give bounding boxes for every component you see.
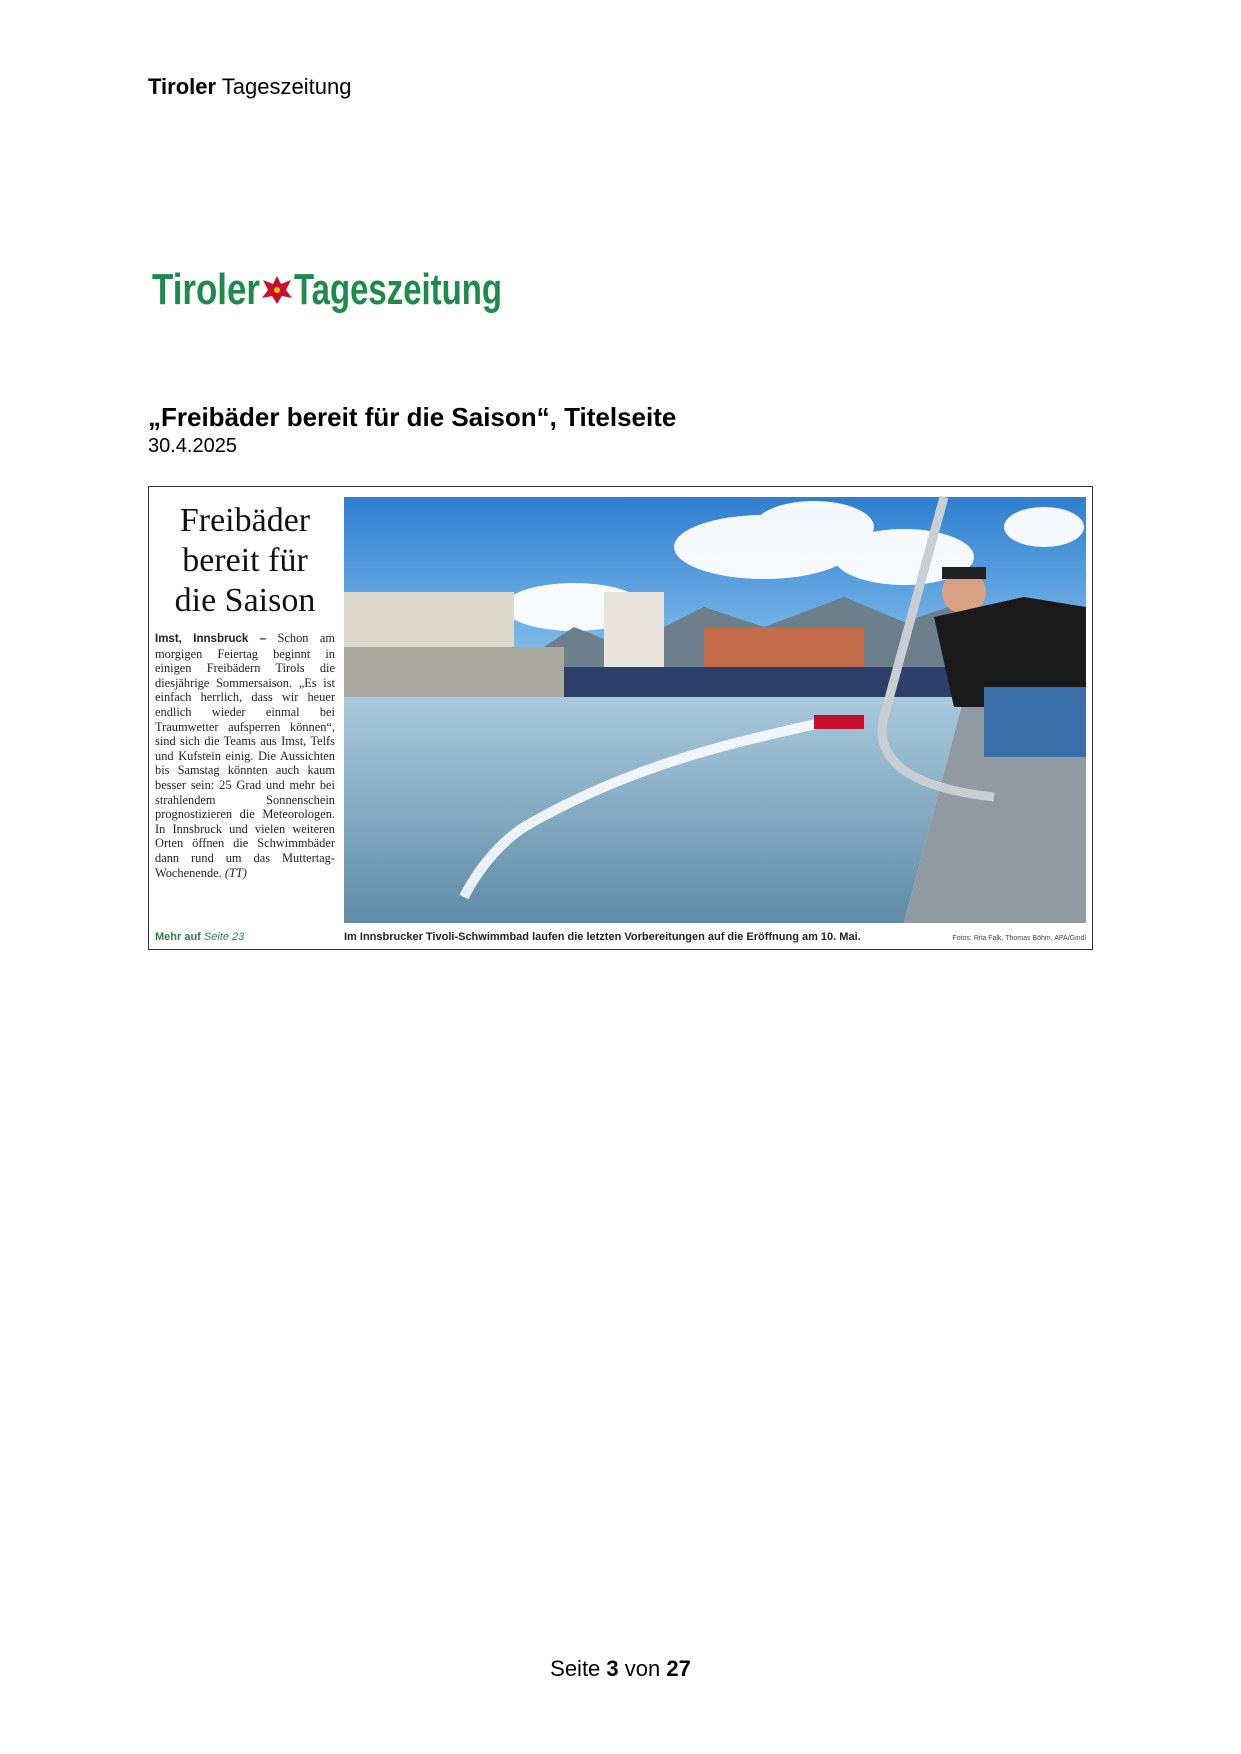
tower-building bbox=[604, 592, 664, 672]
photo-caption: Im Innsbrucker Tivoli-Schwimmbad laufen die letzten Vorbereitungen auf die Eröffnung am 10. Mai. bbox=[344, 931, 861, 943]
clipping-body-text: Schon am morgigen Feiertag beginnt in einigen Freibädern Tirols die diesjährige Sommersaison. „Es ist einfach herrlich, dass wir heuer endlich wieder einmal bei Traumwetter aufsperren können“, sind sich die Teams aus Imst, Telfs und Kufstein einig. Die Aussichten bis Samstag könnten auch kaum besser sein: 25 Grad und mehr bei strahlendem Sonnenschein prognostizieren die Meteorologen. In Innsbruck und vielen weiteren Orten öffnen die Schwimmbäder dann rund um das Muttertag-Wochenende. bbox=[155, 631, 335, 880]
fire-hose-nozzle bbox=[814, 715, 864, 729]
worker-shorts bbox=[984, 687, 1086, 757]
more-label: Mehr auf bbox=[155, 931, 204, 943]
footer-total-pages: 27 bbox=[666, 1656, 691, 1681]
page-footer bbox=[0, 1656, 1241, 1682]
clipping-headline bbox=[155, 501, 335, 621]
logo-right-word: Tageszeitung bbox=[294, 265, 502, 314]
newspaper-logo bbox=[152, 258, 504, 318]
clipping-body bbox=[155, 631, 335, 880]
pool-photo bbox=[344, 497, 1086, 923]
worker-cap bbox=[942, 567, 986, 579]
logo-left-word: Tiroler bbox=[152, 265, 260, 314]
newspaper-clipping bbox=[148, 486, 1093, 950]
clipping-signature: (TT) bbox=[221, 865, 247, 880]
tyrolean-eagle-icon bbox=[262, 276, 292, 304]
red-roof-building bbox=[704, 627, 864, 667]
clipping-location: Imst, Innsbruck – bbox=[155, 633, 267, 645]
headline-line-2: bereit für bbox=[182, 542, 308, 579]
page-header bbox=[148, 74, 351, 100]
headline-line-1: Freibäder bbox=[179, 502, 311, 539]
more-link bbox=[155, 931, 244, 943]
clipping-text-column bbox=[155, 495, 335, 880]
pool-hall bbox=[544, 667, 964, 701]
header-brand-rest: Tageszeitung bbox=[216, 74, 352, 99]
footer-middle: von bbox=[618, 1656, 667, 1681]
pool-water bbox=[344, 697, 964, 923]
photo-credit: Fotos: Rita Falk, Thomas Böhm, APA/Gindl bbox=[952, 935, 1086, 942]
document-date: 30.4.2025 bbox=[148, 435, 237, 457]
footer-prefix: Seite bbox=[550, 1656, 607, 1681]
footer-page-number: 3 bbox=[606, 1656, 619, 1681]
more-page: Seite 23 bbox=[203, 931, 245, 943]
headline-line-3: die Saison bbox=[174, 582, 316, 619]
header-brand-bold: Tiroler bbox=[148, 74, 217, 99]
document-title: „Freibäder bereit für die Saison“, Titelseite bbox=[148, 402, 677, 432]
